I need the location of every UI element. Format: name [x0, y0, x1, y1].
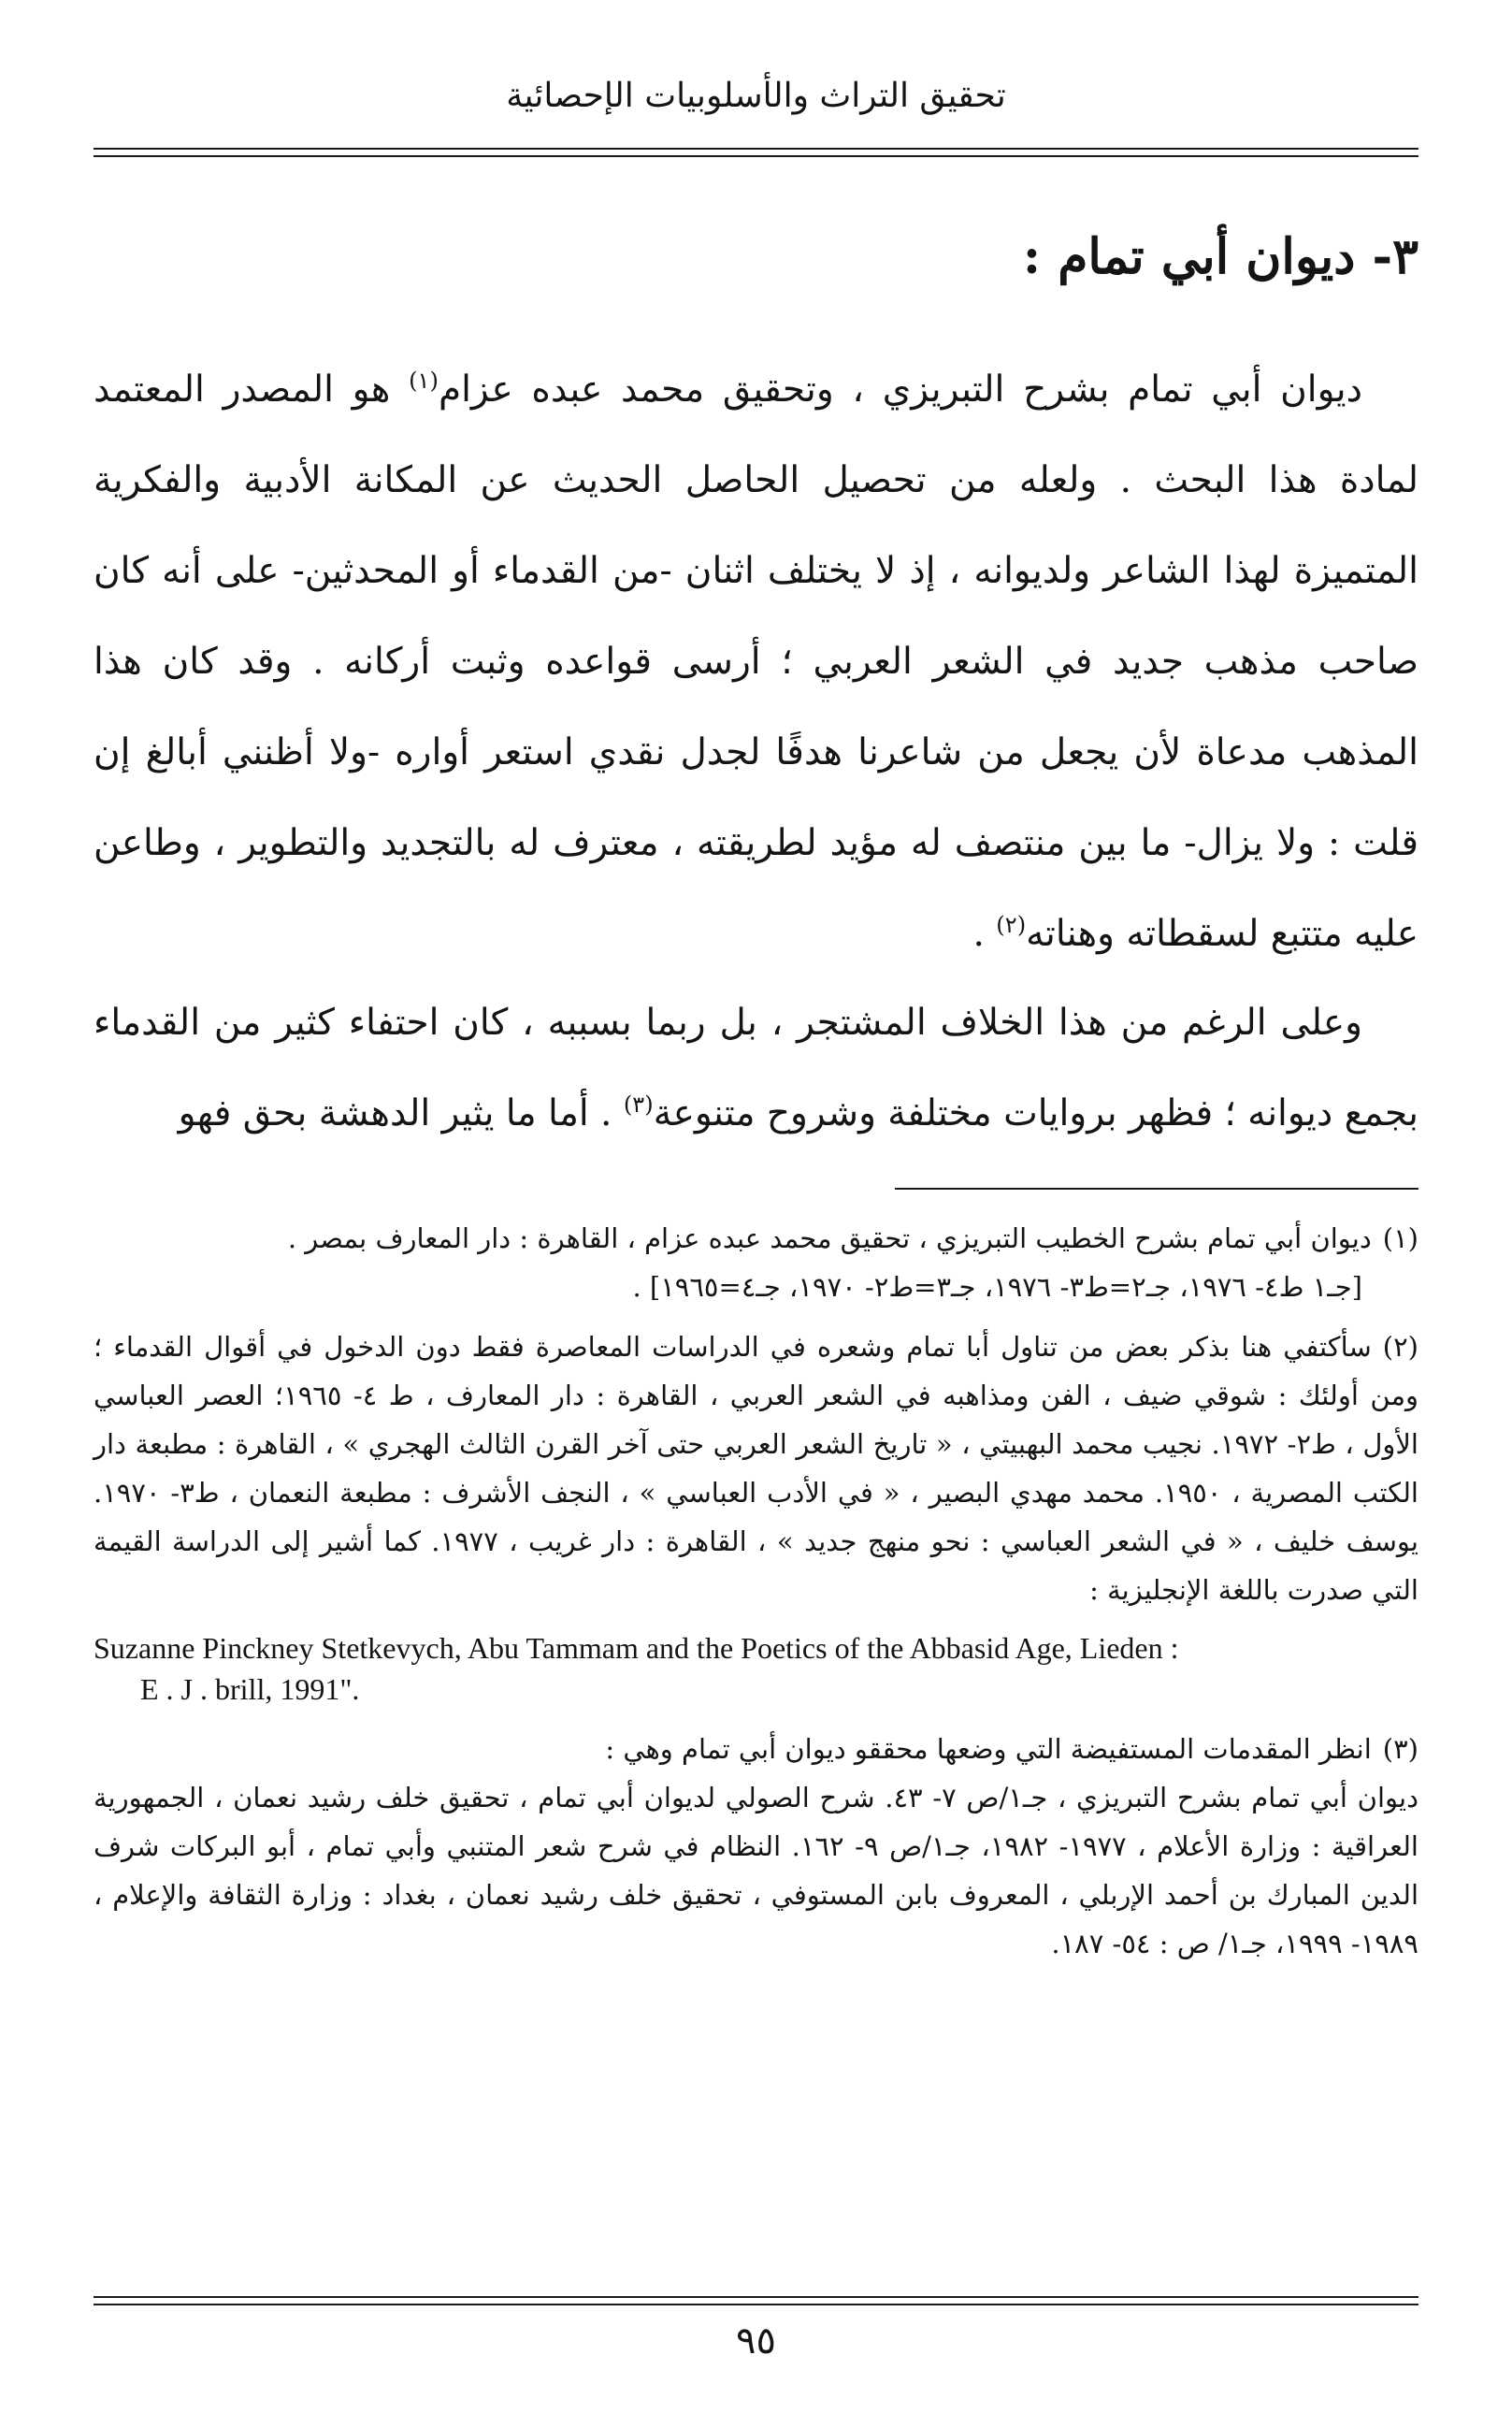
citation-line: E . J . brill, 1991". — [140, 1672, 360, 1706]
paragraph-text: ديوان أبي تمام بشرح التبريزي ، وتحقيق محمد عبده عزام — [438, 368, 1362, 411]
paragraph-text: وعلى الرغم من هذا الخلاف المشتجر ، بل ربما بسببه ، كان احتفاء كثير من القدماء بجمع ديوانه ؛ فظهر بروايات مختلفة وشروح متنوعة — [94, 1002, 1418, 1134]
footnote-separator — [895, 1188, 1418, 1190]
footnotes — [94, 1214, 1418, 1979]
footnote-text: انظر المقدمات المستفيضة التي وضعها محققو ديوان أبي تمام وهي : — [605, 1733, 1372, 1765]
body-paragraph-2 — [94, 977, 1418, 1159]
footnote-2 — [94, 1322, 1418, 1614]
footnote-number: (١) — [1382, 1222, 1418, 1254]
running-header: تحقيق التراث والأسلوبيات الإحصائية — [506, 77, 1006, 115]
paragraph-text: هو المصدر المعتمد لمادة هذا البحث . ولعله من تحصيل الحاصل الحديث عن المكانة الأدبية والفكرية المتميزة لهذا الشاعر ولديوانه ، إذ لا يختلف اثنان -من القدماء أو المحدثين- على أنه كان صاحب مذهب جديد في الشعر العربي ؛ أرسى قواعده وثبت أركانه . وقد كان هذا المذهب مدعاة لأن يجعل من شاعرنا هدفًا لجدل نقدي استعر أواره -ولا أظنني أبالغ إن قلت : ولا يزال- ما بين منتصف له مؤيد لطريقته ، معترف له بالتجديد والتطوير ، وطاعن عليه متتبع لسقطاته وهناته — [94, 368, 1418, 955]
footnote-text: ديوان أبي تمام بشرح الخطيب التبريزي ، تحقيق محمد عبده عزام ، القاهرة : دار المعارف بمصر . — [287, 1222, 1372, 1254]
footnote-3 — [94, 1725, 1418, 1968]
footnote-number: (٣) — [1382, 1733, 1418, 1765]
body-paragraph-1 — [94, 344, 1418, 979]
header-rule — [94, 148, 1418, 157]
footer-rule — [94, 2296, 1418, 2305]
footnote-text: ديوان أبي تمام بشرح التبريزي ، جـ١/ص ٧- ٤٣. شرح الصولي لديوان أبي تمام ، تحقيق خلف رشيد نعمان ، الجمهورية العراقية : وزارة الأعلام ، ١٩٧٧- ١٩٨٢، جـ١/ص ٩- ١٦٢. النظام في شرح شعر المتنبي وأبي تمام ، أبو البركات شرف الدين المبارك بن أحمد الإربلي ، المعروف بابن المستوفي ، تحقيق خلف رشيد نعمان ، بغداد : وزارة الثقافة والإعلام ، ١٩٨٩- ١٩٩٩، جـ١/ ص : ٥٤- ١٨٧. — [94, 1782, 1418, 1959]
footnote-1 — [94, 1214, 1418, 1311]
footnote-ref-2: (٢) — [996, 912, 1027, 938]
footnote-number: (٢) — [1382, 1331, 1418, 1363]
paragraph-text: . أما ما يثير الدهشة بحق فهو — [178, 1092, 624, 1134]
english-citation — [94, 1627, 1418, 1710]
page-number: ٩٥ — [736, 2319, 776, 2362]
paragraph-text: . — [972, 913, 997, 955]
footnote-text: [جـ١ ط٤- ١٩٧٦، جـ٢=ط٣- ١٩٧٦، جـ٣=ط٢- ١٩٧٠، جـ٤=١٩٦٥] . — [632, 1271, 1362, 1303]
footnote-ref-1: (١) — [409, 368, 439, 394]
footnote-text: سأكتفي هنا بذكر بعض من تناول أبا تمام وشعره في الدراسات المعاصرة فقط دون الدخول في أقوال القدماء ؛ ومن أولئك : شوقي ضيف ، الفن ومذاهبه في الشعر العربي ، القاهرة : دار المعارف ، ط ٤- ١٩٦٥؛ العصر العباسي الأول ، ط٢- ١٩٧٢. نجيب محمد البهبيتي ، « تاريخ الشعر العربي حتى آخر القرن الثالث الهجري » ، القاهرة : مطبعة دار الكتب المصرية ، ١٩٥٠. محمد مهدي البصير ، « في الأدب العباسي » ، النجف الأشرف : مطبعة النعمان ، ط٣- ١٩٧٠. يوسف خليف ، « في الشعر العباسي : نحو منهج جديد » ، القاهرة : دار غريب ، ١٩٧٧. كما أشير إلى الدراسة القيمة التي صدرت باللغة الإنجليزية : — [94, 1331, 1418, 1606]
citation-line: Suzanne Pinckney Stetkevych, Abu Tammam and the Poetics of the Abbasid Age, Lieden : — [94, 1631, 1179, 1665]
footnote-ref-3: (٣) — [623, 1091, 654, 1118]
section-heading: ٣- ديوان أبي تمام : — [1022, 228, 1418, 285]
